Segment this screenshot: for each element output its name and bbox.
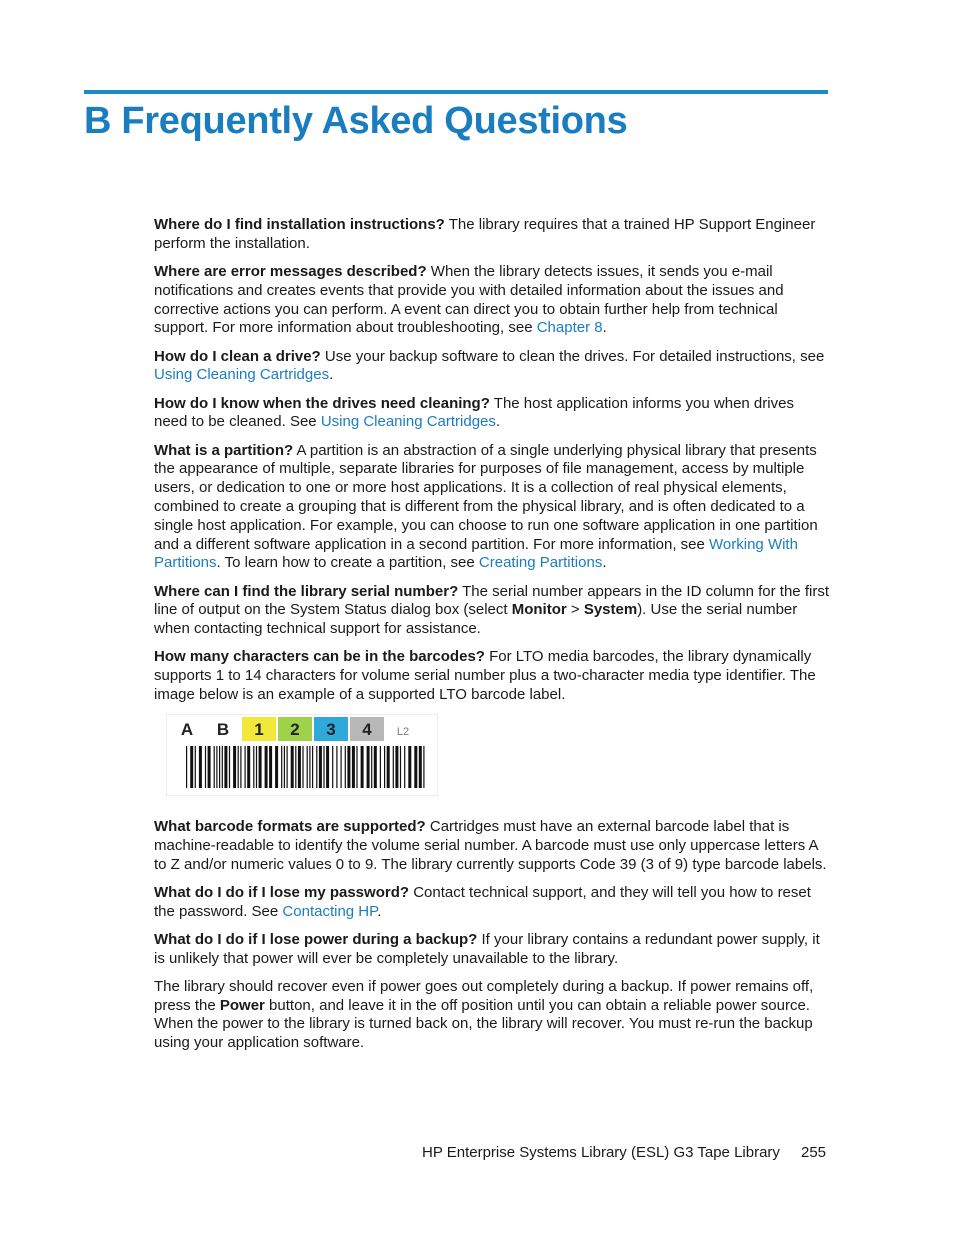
barcode-bar <box>395 746 398 788</box>
page-title: B Frequently Asked Questions <box>84 100 628 142</box>
barcode-bar <box>367 746 370 788</box>
faq-question: What barcode formats are supported? <box>154 818 426 836</box>
faq-item: Where can I find the library serial number? The serial number appears in the ID column for the first line of output on the System Status dialog box (select Monitor > System). Use the serial number when contacting technical support for assistance. <box>154 582 829 638</box>
faq-question: Where can I find the library serial number? <box>154 582 459 600</box>
barcode-bar <box>371 746 372 788</box>
monitor-menu-ref: Monitor <box>511 601 567 619</box>
barcode-bar <box>295 746 296 788</box>
faq-answer: The serial number appears in the ID column for the first line of output on the System Status dialog box (select <box>154 582 829 619</box>
power-paragraph: The library should recover even if power goes out completely during a backup. If power remains off, press the Power button, and leave it in the off position until you can obtain a reliable power source. When the power to the library is turned back on, the library will recover. You must re-run the backup using your application software. <box>154 977 814 1052</box>
barcode-char: B <box>216 720 230 740</box>
barcode-bar <box>307 746 308 788</box>
barcode-bar <box>332 746 333 788</box>
barcode-bar <box>199 746 202 788</box>
barcode-bar <box>361 746 364 788</box>
faq-answer: Cartridges must have an external barcode label that is machine-readable to identify the volume serial number. A barcode must use only uppercase letters A to Z and/or numeric values 0 to 9. The library currently supports Code 39 (3 of 9) type barcode labels. <box>154 818 827 873</box>
barcode-bar <box>374 746 377 788</box>
barcode-bar <box>216 746 217 788</box>
faq-question: What is a partition? <box>154 441 294 459</box>
barcode-bar <box>380 746 381 788</box>
barcode-char-cell <box>314 717 348 741</box>
faq-answer: Contact technical support, and they will tell you how to reset the password. See <box>154 883 811 920</box>
barcode-bar <box>208 746 211 788</box>
barcode-char-cell <box>350 717 384 741</box>
barcode-bar <box>219 746 220 788</box>
barcode-bar <box>253 746 254 788</box>
power-button-ref: Power <box>219 996 265 1014</box>
faq-question: What do I do if I lose my password? <box>154 883 410 901</box>
barcode-bar <box>423 746 424 788</box>
barcode-bar <box>326 746 329 788</box>
page-number: 255 <box>801 1144 827 1161</box>
barcode-char: 3 <box>326 720 336 740</box>
barcode-bar <box>345 746 346 788</box>
faq-item: How do I know when the drives need cleaning? The host application informs you when drives need to be cleaned. See Using Cleaning Cartridges. <box>154 394 794 431</box>
faq-item: What is a partition? A partition is an abstraction of a single underlying physical library that presents the appearance of multiple, separate libraries for purposes of file management, access by multiple users, or dedication to one or more host applications. It is a collection of real physical elements, combined to create a grouping that is different from the physical library, and is often dedicated to a single host application. For example, you can choose to run one software application in one partition and a different software application in a second partition. For more information, see Working With Partitions. To learn how to create a partition, see Creating Partitions. <box>154 441 818 572</box>
barcode-bar <box>341 746 342 788</box>
faq-answer: The library requires that a trained HP Support Engineer perform the installation. <box>154 216 816 252</box>
faq-answer: If your library contains a redundant power supply, it is unlikely that power will ever be completely unavailable to the library. <box>154 930 820 967</box>
barcode-bar <box>400 746 401 788</box>
faq-item <box>154 931 830 969</box>
barcode-bar <box>256 746 257 788</box>
barcode-bar <box>238 746 239 788</box>
barcode-bar <box>323 746 324 788</box>
faq-item: Where are error messages described? When the library detects issues, it sends you e-mail notifications and creates events that provide you with detailed information about the issues and corrective actions you can perform. A event can direct you to obtain further help from technical support. For more information about troubleshooting, see Chapter 8. <box>154 262 784 337</box>
faq-answer: When the library detects issues, it sends you e-mail notifications and creates events that provide you with detailed information about the issues and corrective actions you can perform. A event can direct you to obtain further help from technical support. For more information about troubleshooting, see <box>154 262 784 337</box>
barcode-bar <box>393 746 394 788</box>
faq-item: What do I do if I lose my password? Contact technical support, and they will tell you how to reset the password. See Contacting HP. <box>154 883 811 920</box>
barcode-bar <box>265 746 268 788</box>
cleaning-cartridges-link[interactable]: Using Cleaning Cartridges <box>320 413 496 431</box>
barcode-char: L2 <box>396 726 410 739</box>
system-menu-ref: System <box>583 601 638 619</box>
faq-answer: For LTO media barcodes, the library dynamically supports 1 to 14 characters for volume serial number plus a two-character media type identifier. The image below is an example of a supported LTO barcode label. <box>154 648 816 703</box>
barcode-bar <box>287 746 288 788</box>
barcode-char-cell <box>386 717 420 741</box>
barcode-char-cell <box>242 717 276 741</box>
barcode-bar <box>336 746 337 788</box>
faq-answer: The host application informs you when drives need to be cleaned. See <box>154 394 794 431</box>
barcode-bar <box>229 746 230 788</box>
barcode-bar <box>186 746 187 788</box>
faq-answer: A partition is an abstraction of a single underlying physical library that presents the appearance of multiple, separate libraries for purposes of file management, access by multiple users, or dedication to one or more host applications. It is a collection of real physical elements, combined to create a grouping that is different from the physical library, and is often dedicated to a single host application. For example, you can choose to run one software application in one partition and a different software application in a second partition. For more information, see <box>154 441 818 553</box>
barcode-bar <box>356 746 357 788</box>
barcode-bar <box>284 746 285 788</box>
barcode-bar <box>222 746 223 788</box>
barcode-bar <box>190 746 193 788</box>
faq-item <box>154 648 830 704</box>
barcode-bar <box>316 746 317 788</box>
barcode-char: A <box>180 720 194 740</box>
barcode-bar <box>240 746 241 788</box>
creating-partitions-link[interactable]: Creating Partitions <box>478 554 603 572</box>
barcode-bar <box>387 746 390 788</box>
barcode-bar <box>247 746 250 788</box>
barcode-bar <box>347 746 350 788</box>
barcode-bar <box>205 746 206 788</box>
barcode-bar <box>319 746 322 788</box>
barcode-bar <box>281 746 282 788</box>
barcode-bar <box>352 746 355 788</box>
barcode-char-cell <box>206 717 240 741</box>
header-rule <box>84 90 828 94</box>
barcode-bar <box>414 746 417 788</box>
barcode-bar <box>224 746 227 788</box>
barcode-bar <box>259 746 262 788</box>
footer-title: HP Enterprise Systems Library (ESL) G3 Tape Library <box>422 1144 780 1161</box>
barcode-bar <box>408 746 411 788</box>
faq-question: What do I do if I lose power during a backup? <box>154 930 478 948</box>
barcode-bar <box>233 746 236 788</box>
barcode-char-cell <box>170 717 204 741</box>
barcode-bar <box>195 746 196 788</box>
barcode-bar <box>302 746 303 788</box>
cleaning-cartridges-link[interactable]: Using Cleaning Cartridges <box>154 366 330 384</box>
faq-question: How do I know when the drives need cleaning? <box>154 394 490 412</box>
faq-answer: Use your backup software to clean the drives. For detailed instructions, see <box>320 347 825 365</box>
faq-question: Where do I find installation instructions? <box>154 216 445 233</box>
contacting-hp-link[interactable]: Contacting HP <box>282 902 378 920</box>
barcode-bar <box>269 746 272 788</box>
faq-question: How many characters can be in the barcodes? <box>154 648 485 666</box>
barcode-bar <box>404 746 405 788</box>
faq-content <box>154 216 830 1062</box>
barcode-char: 4 <box>362 720 372 740</box>
barcode-bar <box>419 746 422 788</box>
barcode-bar <box>275 746 278 788</box>
barcode-char: 1 <box>254 720 264 740</box>
faq-question: How do I clean a drive? <box>154 347 321 365</box>
faq-item <box>154 216 830 254</box>
chapter-8-link[interactable]: Chapter 8 <box>536 319 603 337</box>
barcode-bar <box>309 746 310 788</box>
barcode-bar <box>214 746 215 788</box>
barcode-bar <box>298 746 301 788</box>
working-with-partitions-link[interactable]: Working With Partitions <box>154 535 798 572</box>
faq-item <box>154 818 830 874</box>
barcode-label-image <box>154 714 830 796</box>
barcode-bar <box>245 746 246 788</box>
faq-item: How do I clean a drive? Use your backup software to clean the drives. For detailed instructions, see Using Cleaning Cartridges. <box>154 347 825 384</box>
barcode-char: 2 <box>290 720 300 740</box>
barcode-bar <box>384 746 385 788</box>
barcode-bar <box>291 746 294 788</box>
faq-question: Where are error messages described? <box>154 262 427 280</box>
barcode-label <box>166 714 438 796</box>
barcode-char-cell <box>278 717 312 741</box>
barcode-bar <box>312 746 313 788</box>
